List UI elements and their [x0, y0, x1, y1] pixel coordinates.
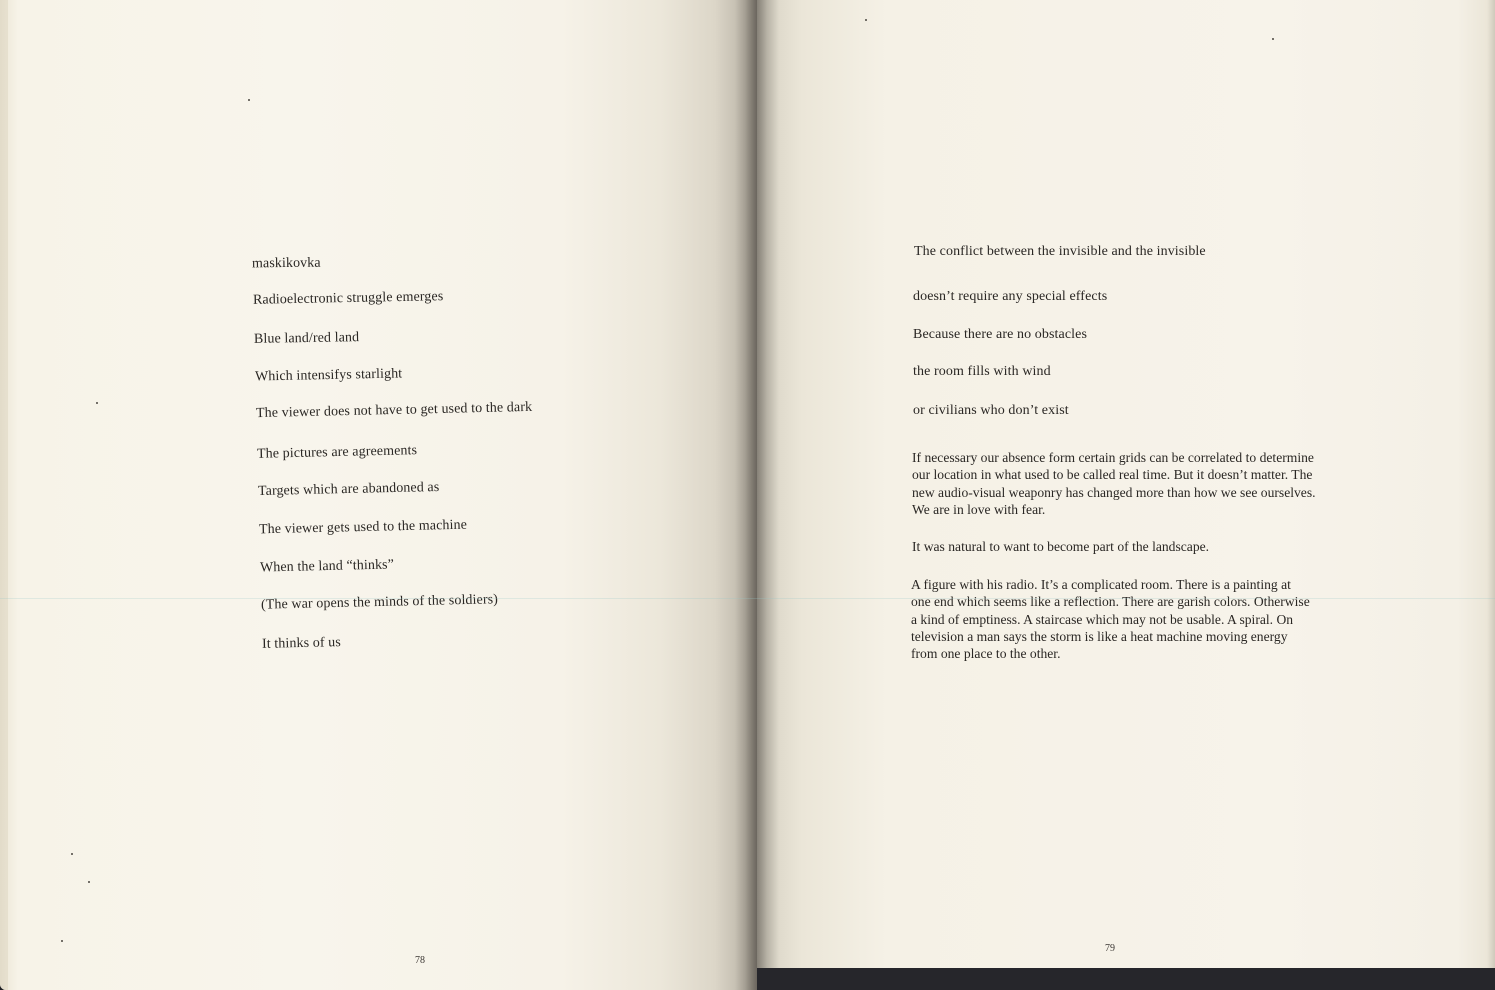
poem-line: The conflict between the invisible and the invisible	[914, 244, 1206, 259]
poem-line: Targets which are abandoned as	[257, 479, 440, 500]
right-page	[757, 0, 1495, 990]
paper-speck	[71, 853, 73, 855]
paper-speck	[1272, 38, 1274, 40]
poem-line: Blue land/red land	[253, 330, 360, 347]
poem-line: Radioelectronic struggle emerges	[252, 289, 444, 308]
scan-artifact	[0, 598, 1495, 599]
prose-paragraph: It was natural to want to become part of the landscape.	[912, 539, 1210, 554]
poem-line: doesn’t require any special effects	[913, 289, 1108, 304]
poem-line: (The war opens the minds of the soldiers)	[260, 592, 499, 613]
paper-speck	[248, 99, 250, 101]
poem-line: When the land “thinks”	[259, 557, 395, 576]
poem-line: Because there are no obstacles	[913, 327, 1088, 342]
poem-line: or civilians who don’t exist	[913, 403, 1069, 418]
paper-speck	[61, 940, 63, 942]
prose-paragraph: A figure with his radio. It’s a complicated room. There is a painting at one end which seems like a reflection. There are garish colors. Otherwise a kind of emptiness. A staircase which may not be usable. A spiral. On television a man says the storm is like a heat machine moving energy from one place to the other.	[911, 577, 1310, 662]
poem-line: It thinks of us	[261, 635, 342, 652]
poem-line: The viewer does not have to get used to the dark	[255, 399, 533, 422]
paper-speck	[88, 881, 90, 883]
page-edge	[0, 0, 8, 990]
poem-line: The viewer gets used to the machine	[258, 517, 468, 538]
page-number: 79	[1105, 943, 1115, 954]
poem-line: the room fills with wind	[913, 364, 1051, 379]
poem-line: maskikovka	[251, 255, 321, 272]
poem-line: The pictures are agreements	[256, 443, 418, 462]
paper-speck	[865, 19, 867, 21]
poem-line: Which intensifys starlight	[254, 366, 403, 385]
page-number: 78	[415, 955, 425, 966]
paper-speck	[96, 402, 98, 404]
page-bottom-shadow	[757, 968, 1495, 990]
prose-paragraph: If necessary our absence form certain grids can be correlated to determine our location in what used to be called real time. But it doesn’t matter. The new audio-visual weaponry has changed more than how we see ourselves. We are in love with fear.	[912, 450, 1316, 517]
